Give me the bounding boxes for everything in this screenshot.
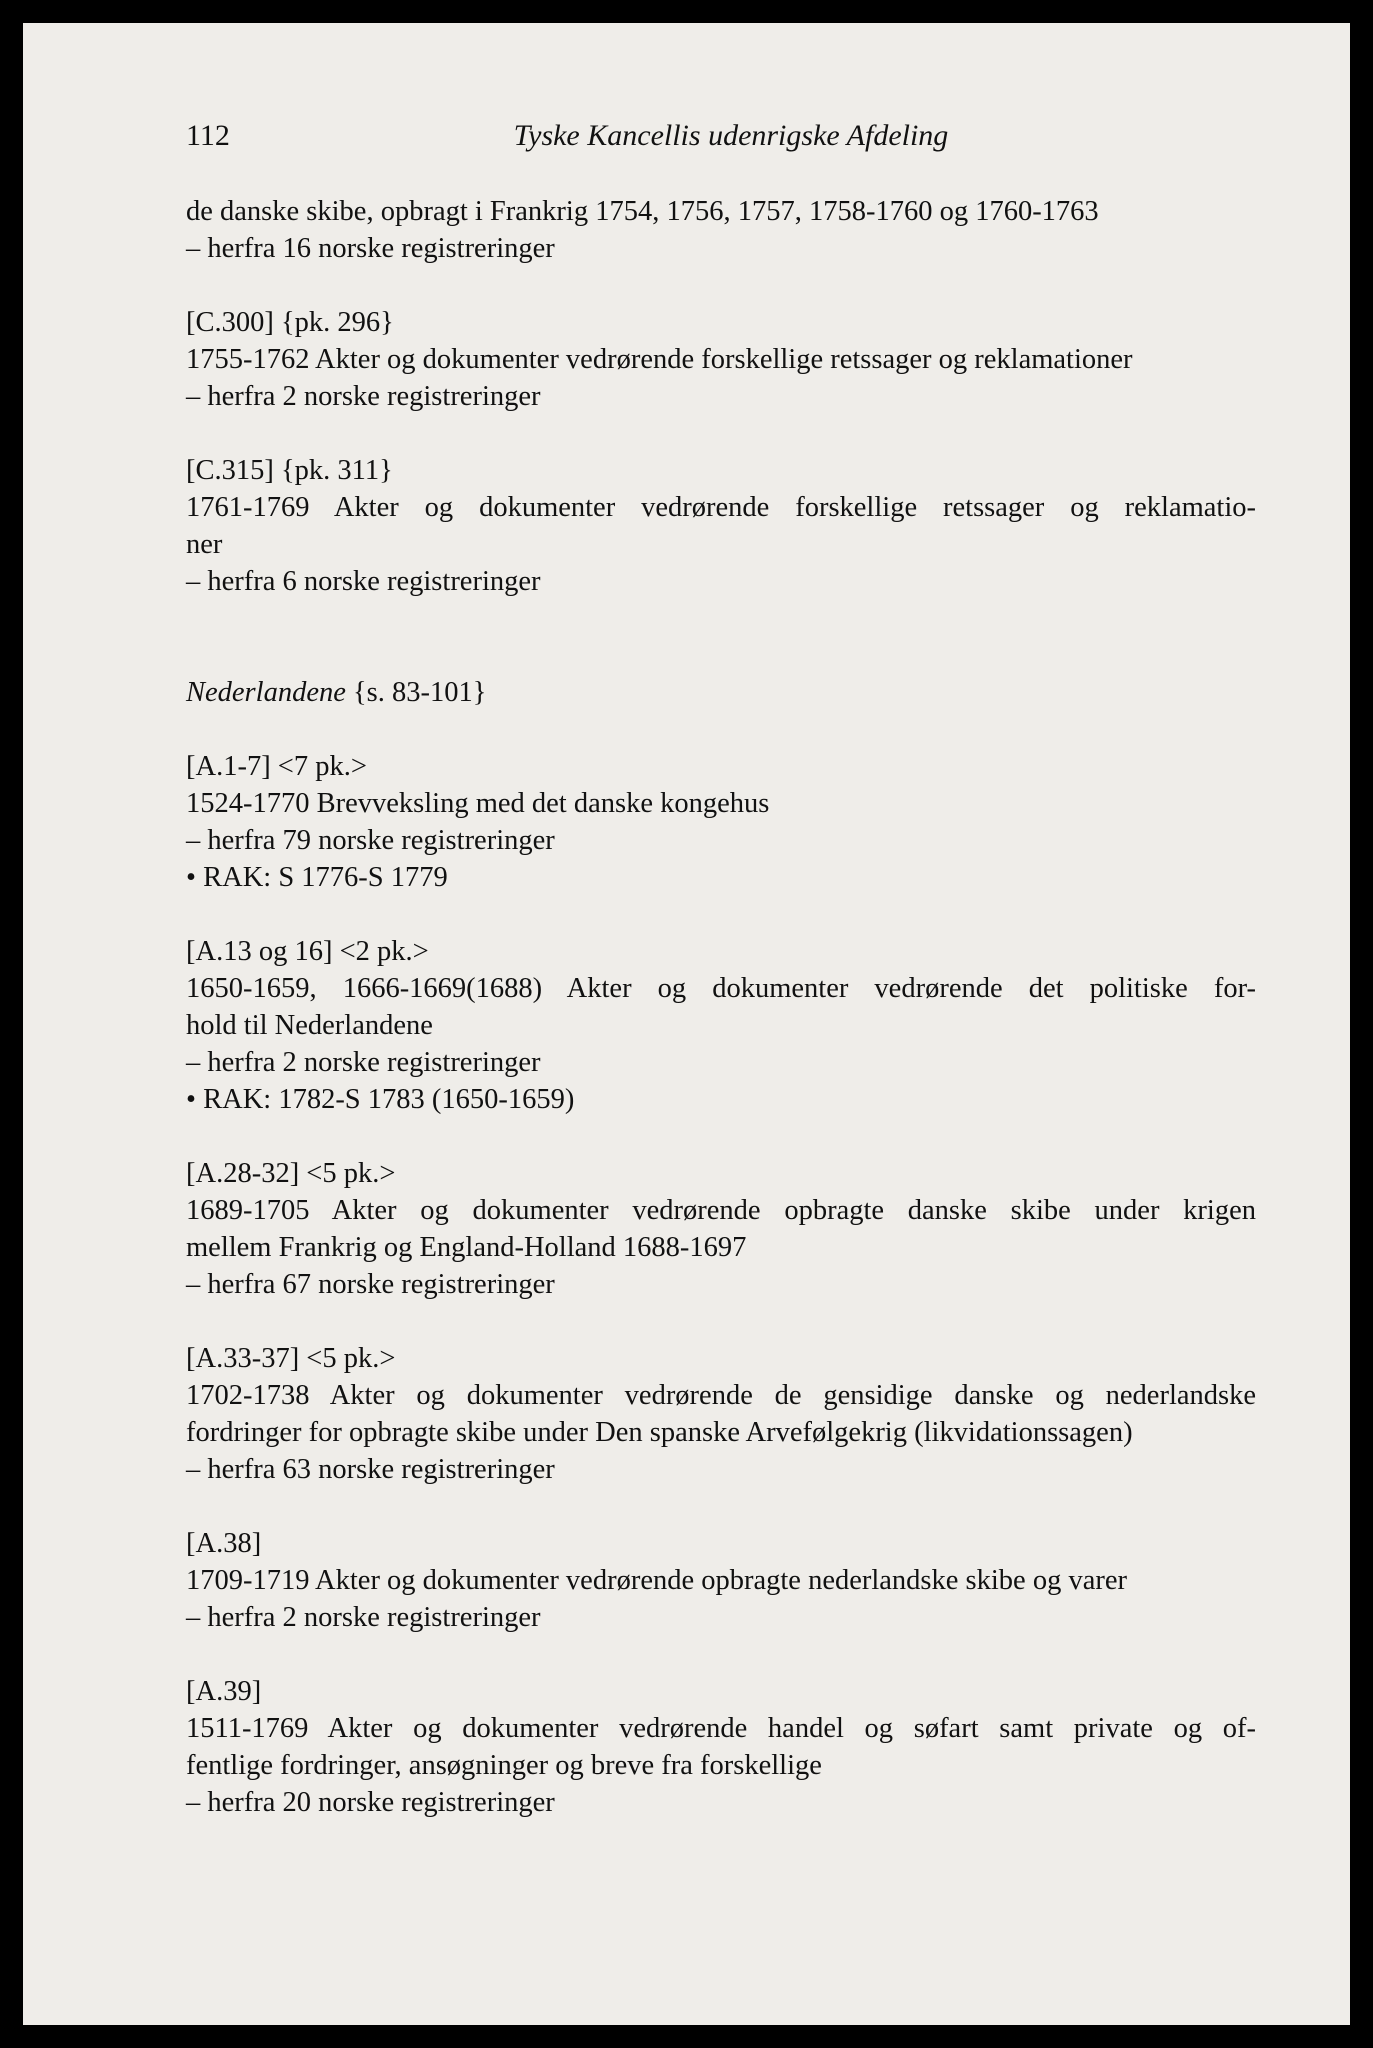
entry-description: 1524-1770 Brevveksling med det danske kongehus — [186, 788, 770, 819]
entry-a39 — [186, 1673, 1256, 1821]
entry-count: – herfra 2 norske registreringer — [186, 381, 541, 412]
entry-description-cont: hold til Nederlandene — [186, 1010, 433, 1041]
entry-ref: [A.1-7] <7 pk.> — [186, 751, 367, 782]
section-pages: {s. 83-101} — [345, 677, 487, 708]
entry-description: 1689-1705 Akter og dokumenter vedrørende opbragte danske skibe under krigen — [186, 1195, 1256, 1226]
entry-ref: [A.13 og 16] <2 pk.> — [186, 936, 429, 967]
entry-c300 — [186, 304, 1256, 415]
entry-description-cont: ner — [186, 529, 223, 560]
document-page — [23, 23, 1350, 2025]
entry-description: 1755-1762 Akter og dokumenter vedrørende forskellige retssager og reklamationer — [186, 344, 1133, 375]
running-title: Tyske Kancellis udenrigske Afdeling — [513, 119, 949, 152]
entry-ref: [A.38] — [186, 1528, 262, 1559]
entry-description: 1761-1769 Akter og dokumenter vedrørende forskellige retssager og reklamatio- — [186, 492, 1256, 523]
entry-description: 1511-1769 Akter og dokumenter vedrørende handel og søfart samt private og of- — [186, 1713, 1256, 1744]
entry-ref: [A.39] — [186, 1676, 262, 1707]
entry-a28-32 — [186, 1155, 1256, 1303]
entry-description-cont: fentlige fordringer, ansøgninger og breve fra forskellige — [186, 1750, 822, 1781]
entry-a13-16 — [186, 933, 1256, 1118]
entry-ref: [A.28-32] <5 pk.> — [186, 1158, 396, 1189]
entry-description: 1650-1659, 1666-1669(1688) Akter og dokumenter vedrørende det politiske for- — [186, 973, 1256, 1004]
entry-description-cont: fordringer for opbragte skibe under Den spanske Arvefølgekrig (likvidationssagen) — [186, 1417, 1133, 1448]
entry-ref: [C.315] {pk. 311} — [186, 455, 393, 486]
entry-description: 1709-1719 Akter og dokumenter vedrørende opbragte nederlandske skibe og varer — [186, 1565, 1127, 1596]
entry-count: – herfra 2 norske registreringer — [186, 1602, 541, 1633]
entry-description: 1702-1738 Akter og dokumenter vedrørende de gensidige danske og nederlandske — [186, 1380, 1256, 1411]
entry-a33-37 — [186, 1340, 1256, 1488]
entry-a38 — [186, 1525, 1256, 1636]
page-body — [186, 193, 1256, 1821]
entry-a1-7 — [186, 748, 1256, 896]
entry-count: – herfra 67 norske registreringer — [186, 1269, 555, 1300]
entry-count: – herfra 20 norske registreringer — [186, 1787, 555, 1818]
entry-count: – herfra 79 norske registreringer — [186, 825, 555, 856]
entry-rak: • RAK: S 1776-S 1779 — [186, 862, 448, 893]
entry-ref: [A.33-37] <5 pk.> — [186, 1343, 396, 1374]
intro-count: – herfra 16 norske registreringer — [186, 233, 555, 264]
intro-line: de danske skibe, opbragt i Frankrig 1754, 1756, 1757, 1758-1760 og 1760-1763 — [186, 196, 1099, 227]
page-header — [186, 119, 1276, 159]
section-heading — [186, 674, 1256, 711]
section-name: Nederlandene — [186, 677, 346, 708]
entry-c315 — [186, 452, 1256, 600]
page-number: 112 — [186, 119, 230, 152]
entry-description-cont: mellem Frankrig og England-Holland 1688-1697 — [186, 1232, 747, 1263]
entry-count: – herfra 6 norske registreringer — [186, 566, 541, 597]
entry-rak: • RAK: 1782-S 1783 (1650-1659) — [186, 1084, 575, 1115]
entry-ref: [C.300] {pk. 296} — [186, 307, 394, 338]
entry-count: – herfra 63 norske registreringer — [186, 1454, 555, 1485]
entry-count: – herfra 2 norske registreringer — [186, 1047, 541, 1078]
